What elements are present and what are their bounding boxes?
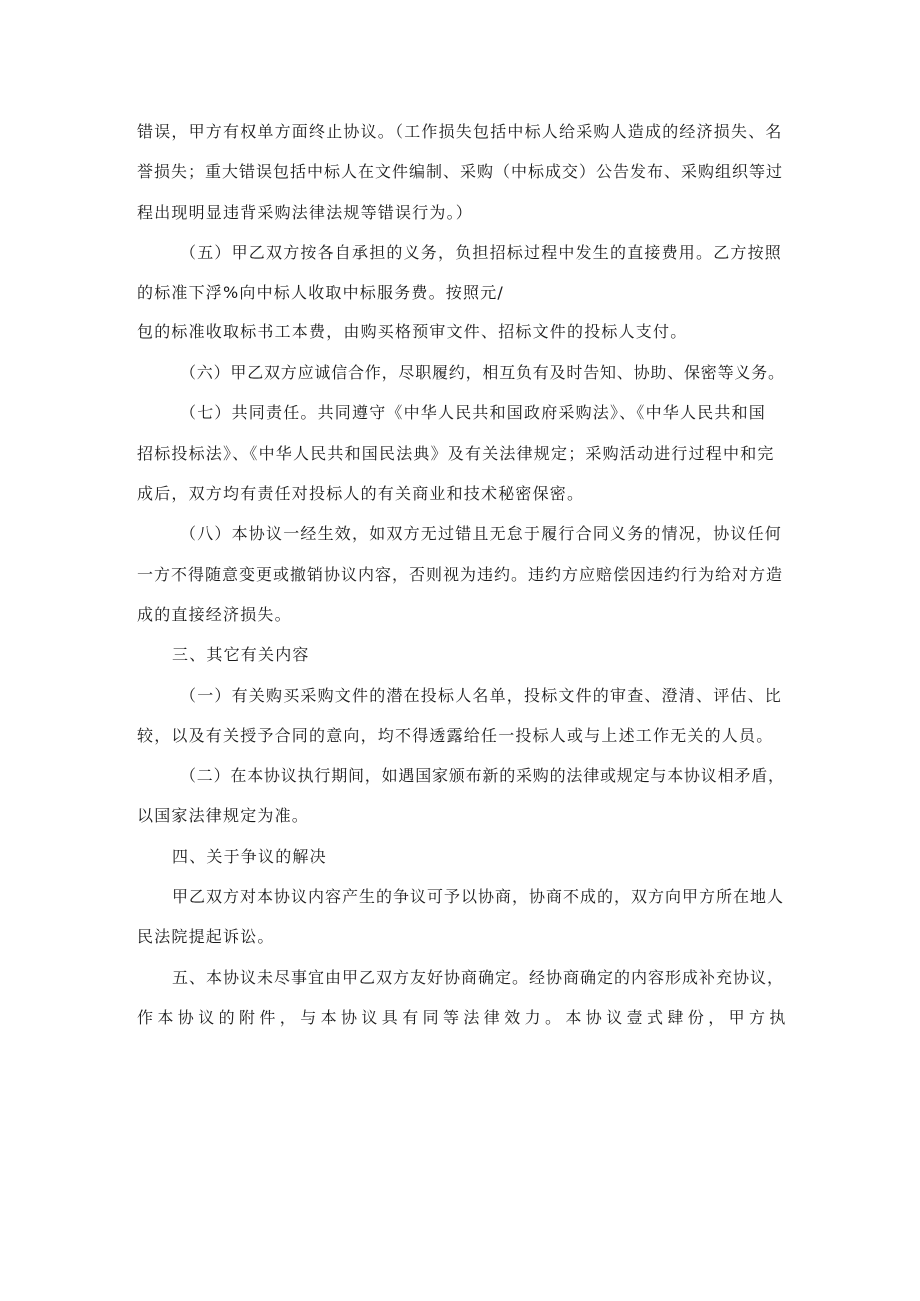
section-3-item-2-line-2: 以国家法律规定为准。 bbox=[137, 806, 310, 825]
section-3-item-1-line-2: 较，以及有关授予合同的意向，均不得透露给任一投标人或与上述工作无关的人员。 bbox=[137, 726, 774, 745]
text-line-1: 错误，甲方有权单方面终止协议。（工作损失包括中标人给采购人造成的经济损失、名 bbox=[137, 122, 783, 141]
clause-7-line-2: 招标投标法》、《中华人民共和国民法典》及有关法律规定；采购活动进行过程中和完 bbox=[137, 444, 775, 463]
clause-5-line-1: （五）甲乙双方按各自承担的义务，负担招标过程中发生的直接费用。乙方按照 bbox=[180, 243, 783, 262]
section-4-body-line-1: 甲乙双方对本协议内容产生的争议可予以协商，协商不成的，双方向甲方所在地人 bbox=[172, 887, 785, 906]
text-line-2: 誉损失；重大错误包括中标人在文件编制、采购（中标成交）公告发布、采购组织等过 bbox=[137, 162, 784, 181]
section-3-item-1-line-1: （一）有关购买采购文件的潜在投标人名单，投标文件的审查、澄清、评估、比 bbox=[180, 686, 783, 705]
clause-8-line-3: 成的直接经济损失。 bbox=[137, 605, 292, 624]
clause-5-line-3: 包的标准收取标书工本费，由购买格预审文件、招标文件的投标人支付。 bbox=[137, 322, 688, 341]
clause-7-line-1: （七）共同责任。共同遵守《中华人民共和国政府采购法》、《中华人民共和国 bbox=[180, 403, 767, 422]
clause-8-line-2: 一方不得随意变更或撤销协议内容，否则视为违约。违约方应赔偿因违约行为给对方造 bbox=[137, 565, 784, 584]
clause-7-line-3: 成后，双方均有责任对投标人的有关商业和技术秘密保密。 bbox=[137, 484, 585, 503]
section-5-line-2: 作本协议的附件，与本协议具有同等法律效力。本协议壹式肆份，甲方执 bbox=[137, 1008, 790, 1027]
clause-6-line-1: （六）甲乙双方应诚信合作，尽职履约，相互负有及时告知、协助、保密等义务。 bbox=[180, 363, 785, 382]
section-3-heading: 三、其它有关内容 bbox=[172, 645, 310, 664]
clause-8-line-1: （八）本协议一经生效，如双方无过错且无怠于履行合同义务的情况，协议任何 bbox=[180, 524, 783, 543]
clause-5-line-2: 的标准下浮%向中标人收取中标服务费。按照元/ bbox=[137, 283, 504, 302]
section-3-item-2-line-1: （二）在本协议执行期间，如遇国家颁布新的采购的法律或规定与本协议相矛盾， bbox=[180, 766, 785, 785]
section-4-body-line-2: 民法院提起诉讼。 bbox=[137, 927, 275, 946]
text-line-3: 程出现明显违背采购法律法规等错误行为。） bbox=[137, 203, 474, 222]
section-5-line-1: 五、本协议未尽事宜由甲乙双方友好协商确定。经协商确定的内容形成补充协议， bbox=[172, 968, 785, 987]
section-4-heading: 四、关于争议的解决 bbox=[172, 847, 327, 866]
